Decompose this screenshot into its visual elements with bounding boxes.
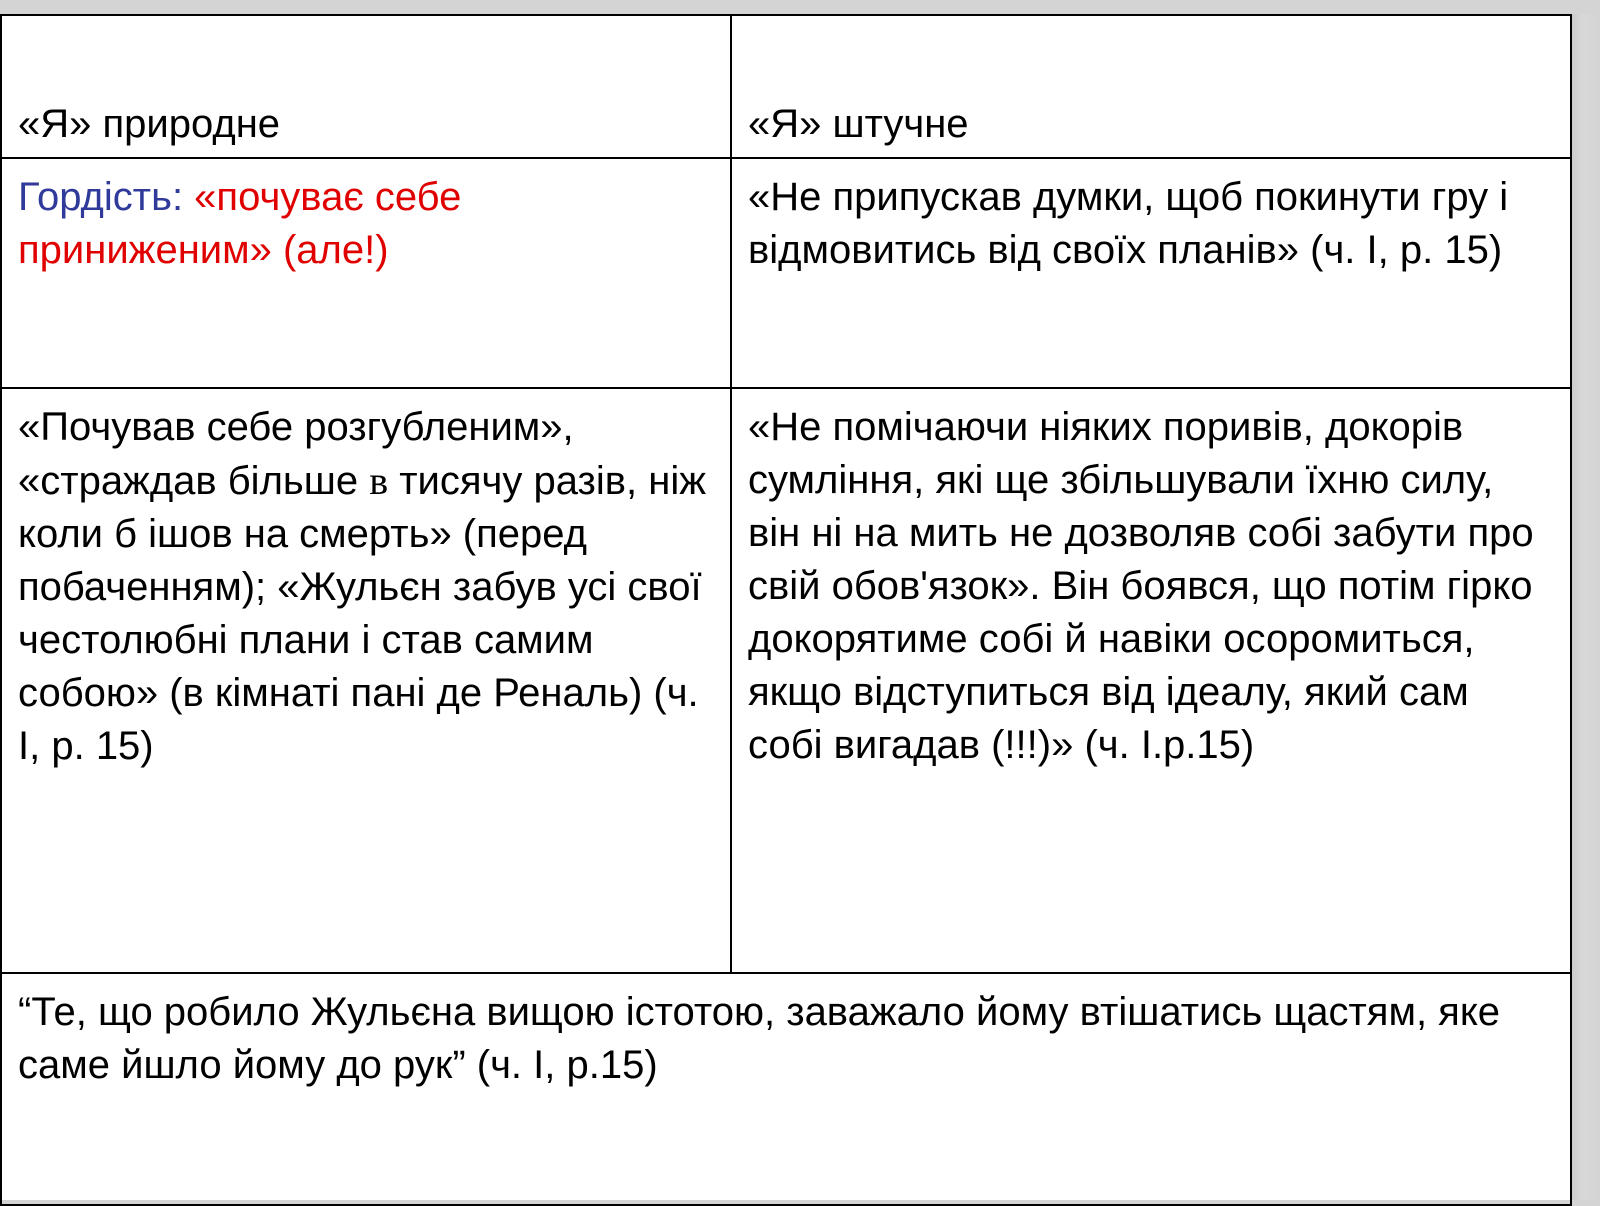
cell-conclusion-quote: “Те, що робило Жульєна вищою істотою, заважало йому втішатись щастям, яке саме йшло йому до рук” (ч. І, р.15): [1, 973, 1571, 1205]
header-artificial-self: «Я» штучне: [731, 15, 1571, 158]
cell-plans-quote: «Не припускав думки, щоб покинути гру і відмовитись від своїх планів» (ч. І, р. 15): [731, 158, 1571, 388]
slide-shadow: [1570, 14, 1600, 1200]
pride-label: Гордість:: [18, 175, 195, 219]
confusion-quote-part1: «Почував себе розгубленим», «страждав більше: [18, 405, 574, 503]
pride-quote: «почуває себе приниженим» (але!): [18, 175, 462, 272]
header-natural-self: «Я» природне: [1, 15, 731, 158]
confusion-quote-part2: тисячу разів, ніж коли б ішов на смерть» (перед побаченням); «Жульєн забув усі свої честолюбні плани і став самим собою» (в кімнаті пані де Реналь) (ч. І, р. 15): [18, 459, 706, 768]
cell-duty-quote: «Не помічаючи ніяких поривів, докорів сумління, які ще збільшували їхню силу, він ні на мить не дозволяв собі забути про свій обов'язок». Він боявся, що потім гірко докорятиме собі й навіки осоромиться, якщо відступиться від ідеалу, який сам собі вигадав (!!!)» (ч. І.р.15): [731, 388, 1571, 973]
confusion-quote-letter: в: [369, 458, 389, 503]
comparison-table: [0, 14, 1572, 1206]
table-row: [1, 388, 1571, 973]
table-footer-row: [1, 973, 1571, 1205]
cell-pride: [1, 158, 731, 388]
table-row: [1, 158, 1571, 388]
cell-confusion-quote: [1, 388, 731, 973]
table-header-row: [1, 15, 1571, 158]
